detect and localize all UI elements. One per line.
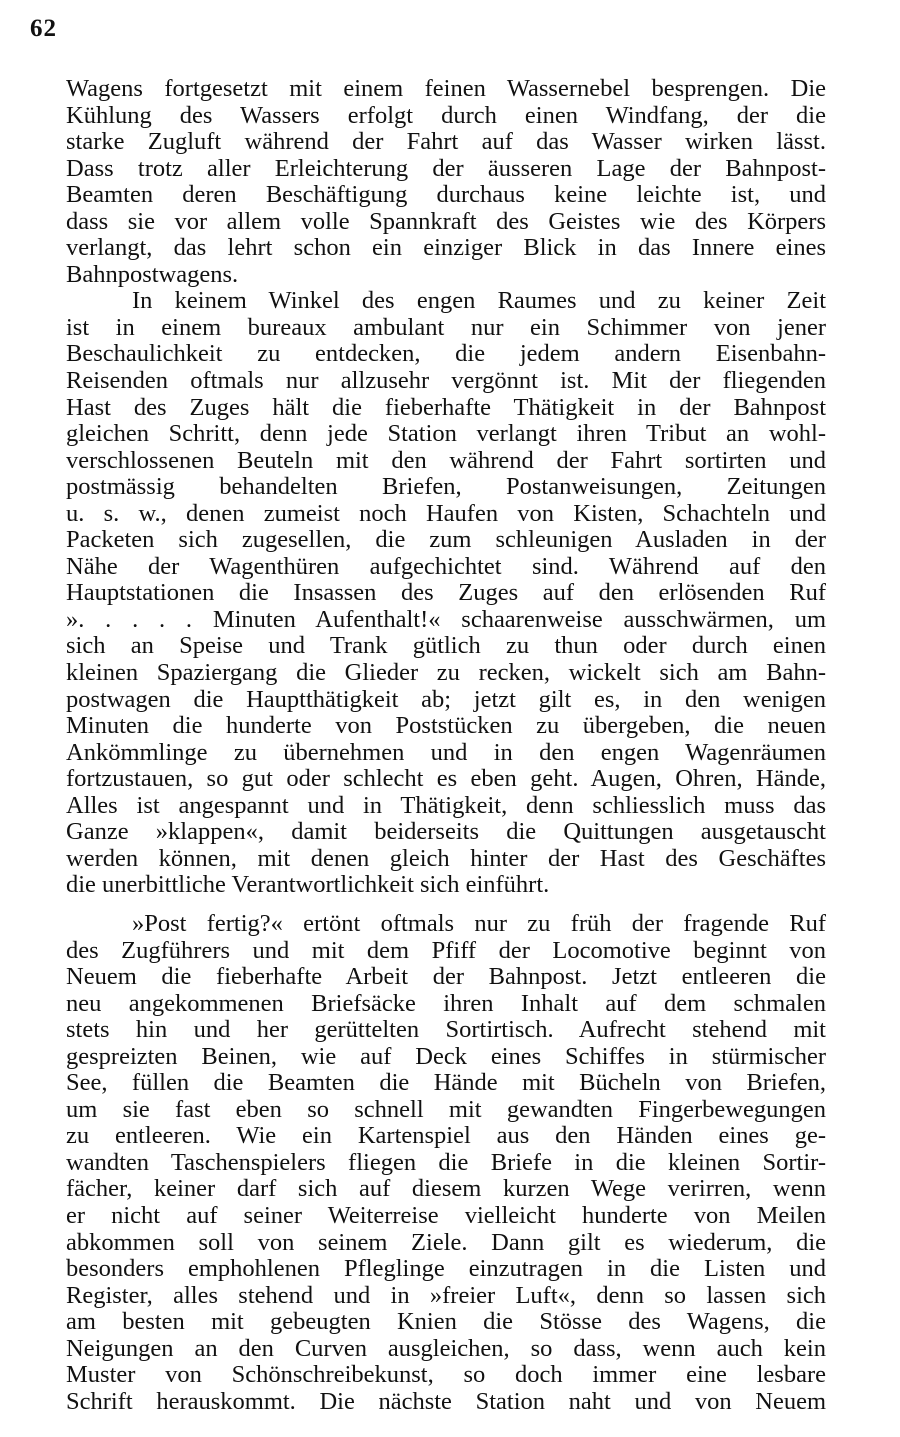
text-line: ist in einem bureaux ambulant nur ein Schimmer von jener [66,314,826,341]
text-line: abkommen soll von seinem Ziele. Dann gilt es wiederum, die [66,1229,826,1256]
text-line: Beschaulichkeit zu entdecken, die jedem andern Eisenbahn- [66,341,826,368]
text-line: neu angekommenen Briefsäcke ihren Inhalt auf dem schmalen [66,990,826,1017]
text-line: gleichen Schritt, denn jede Station verlangt ihren Tribut an wohl- [66,421,826,448]
text-line: gespreizten Beinen, wie auf Deck eines Schiffes in stürmischer [66,1043,826,1070]
text-line: postmässig behandelten Briefen, Postanweisungen, Zeitungen [66,474,826,501]
text-line: des Zugführers und mit dem Pfiff der Locomotive beginnt von [66,937,826,964]
text-line: werden können, mit denen gleich hinter der Hast des Geschäftes [66,845,826,872]
text-line: Reisenden oftmals nur allzusehr vergönnt ist. Mit der fliegenden [66,368,826,395]
text-line: See, füllen die Beamten die Hände mit Bücheln von Briefen, [66,1070,826,1097]
text-line: Register, alles stehend und in »freier Luft«, denn so lassen sich [66,1282,826,1309]
text-line: verschlossenen Beuteln mit den während der Fahrt sortirten und [66,447,826,474]
text-line: u. s. w., denen zumeist noch Haufen von Kisten, Schachteln und [66,500,826,527]
text-line: Bahnpostwagens. [66,261,239,288]
text-line: wandten Taschenspielers fliegen die Briefe in die kleinen Sortir- [66,1149,826,1176]
text-line: am besten mit gebeugten Knien die Stösse des Wagens, die [66,1309,826,1336]
text-line: besonders emphohlenen Pfleglinge einzutragen in die Listen und [66,1256,826,1283]
text-line: Hauptstationen die Insassen des Zuges auf den erlösenden Ruf [66,580,826,607]
text-line: Packeten sich zugesellen, die zum schleunigen Ausladen in der [66,527,826,554]
text-line: Schrift herauskommt. Die nächste Station naht und von Neuem [66,1388,826,1415]
text-line: Ganze »klappen«, damit beiderseits die Quittungen ausgetauscht [66,819,826,846]
text-line: postwagen die Hauptthätigkeit ab; jetzt gilt es, in den wenigen [66,686,826,713]
text-line: Minuten die hunderte von Poststücken zu übergeben, die neuen [66,713,826,740]
text-line: dass sie vor allem volle Spannkraft des Geistes wie des Körpers [66,208,826,235]
text-line: starke Zugluft während der Fahrt auf das Wasser wirken lässt. [66,129,826,156]
text-line: Muster von Schönschreibekunst, so doch immer eine lesbare [66,1362,826,1389]
text-line: Wagens fortgesetzt mit einem feinen Wassernebel besprengen. Die [66,76,826,102]
page-number: 62 [30,15,57,42]
text-line: Alles ist angespannt und in Thätigkeit, denn schliesslich muss das [66,792,826,819]
text-line: fächer, keiner darf sich auf diesem kurzen Wege verirren, wenn [66,1176,826,1203]
text-line: Neigungen an den Curven ausgleichen, so dass, wenn auch kein [66,1335,826,1362]
text-line: die unerbittliche Verantwortlichkeit sich einführt. [66,872,550,899]
text-line: fortzustauen, so gut oder schlecht es eben geht. Augen, Ohren, Hände, [66,766,826,793]
text-line: ». . . . . Minuten Aufenthalt!« schaarenweise ausschwärmen, um [66,606,826,633]
text-line: um sie fast eben so schnell mit gewandten Fingerbewegungen [66,1096,826,1123]
text-line: Dass trotz aller Erleichterung der äusseren Lage der Bahnpost- [66,155,826,182]
text-line: sich an Speise und Trank gütlich zu thun oder durch einen [66,633,826,660]
text-line: er nicht auf seiner Weiterreise vielleicht hunderte von Meilen [66,1202,826,1229]
text-line: Ankömmlinge zu übernehmen und in den engen Wagenräumen [66,739,826,766]
text-line: Kühlung des Wassers erfolgt durch einen Windfang, der die [66,102,826,129]
text-line: In keinem Winkel des engen Raumes und zu keiner Zeit [132,288,826,315]
text-line: Nähe der Wagenthüren aufgechichtet sind. Während auf den [66,553,826,580]
text-line: kleinen Spaziergang die Glieder zu recken, wickelt sich am Bahn- [66,660,826,687]
text-line: Hast des Zuges hält die fieberhafte Thätigkeit in der Bahnpost [66,394,826,421]
text-line: »Post fertig?« ertönt oftmals nur zu früh der fragende Ruf [132,910,826,937]
text-line: Neuem die fieberhafte Arbeit der Bahnpost. Jetzt entleeren die [66,964,826,991]
text-line: zu entleeren. Wie ein Kartenspiel aus den Händen eines ge- [66,1123,826,1150]
body-text [66,76,826,1415]
text-line: verlangt, das lehrt schon ein einziger Blick in das Innere eines [66,235,826,262]
text-line: Beamten deren Beschäftigung durchaus keine leichte ist, und [66,182,826,209]
paragraph-gap [66,899,826,911]
text-line: stets hin und her gerüttelten Sortirtisch. Aufrecht stehend mit [66,1017,826,1044]
